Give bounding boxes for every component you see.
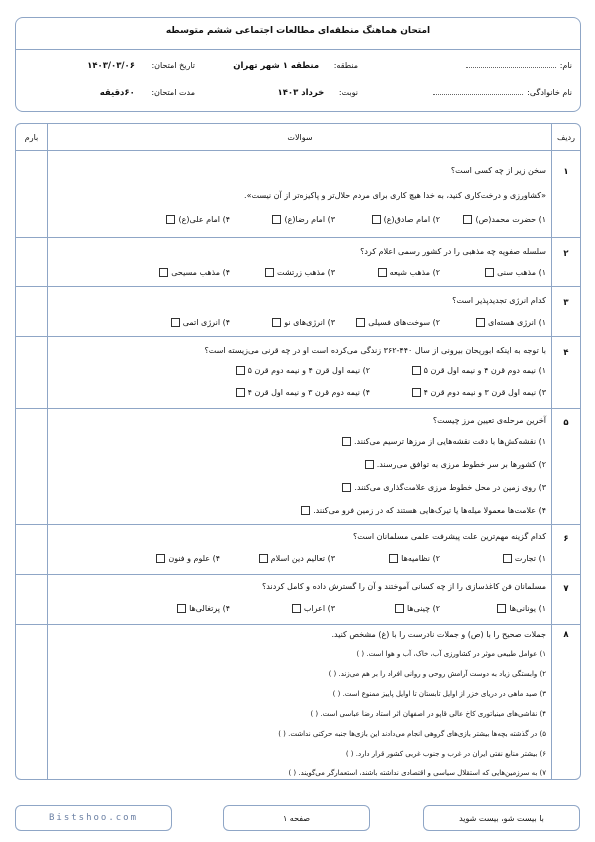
name-label: نام: [559, 61, 572, 70]
exam-title: امتحان هماهنگ منطقه‌ای مطالعات اجتماعی ششم متوسطه [165, 26, 431, 36]
option-1[interactable]: ۱) تجارت [500, 554, 546, 563]
option-4[interactable]: ۴) امام علی(ع) [163, 215, 230, 224]
checkbox[interactable] [171, 318, 180, 327]
question-row-1 [16, 151, 580, 237]
duration-field [100, 88, 195, 98]
duration-value: ۶۰دقیقه [99, 88, 135, 98]
date-field [87, 61, 195, 71]
question-row-6 [16, 524, 580, 574]
turn-value: خرداد ۱۴۰۳ [277, 88, 325, 98]
option-1[interactable]: ۱) یونانی‌ها [494, 604, 546, 613]
option-3[interactable]: ۳) روی زمین در محل خطوط مرزی علامت‌گذاری می‌کنند. [339, 483, 546, 492]
option-4[interactable]: ۴) مذهب مسیحی [156, 268, 230, 277]
checkbox[interactable] [365, 460, 374, 469]
question-number: ۱ [563, 167, 569, 177]
option-1[interactable]: ۱) حضرت محمد(ص) [460, 215, 546, 224]
true-false-item[interactable]: ۲) وابستگی زیاد به دوست آرامش روحی و روانی افراد را بر هم می‌زند. ( ) [328, 670, 546, 678]
option-3[interactable]: ۳) اعراب [289, 604, 335, 613]
checkbox[interactable] [497, 604, 506, 613]
true-false-item[interactable]: ۵) در گذشته بچه‌ها بیشتر بازی‌های گروهی انجام می‌دادند این بازی‌ها جنبه حرکتی نداشت. ( ) [278, 730, 546, 738]
option-3[interactable]: ۳) انرژی‌های نو [269, 318, 335, 327]
question-row-4 [16, 336, 580, 408]
question-row-3 [16, 286, 580, 336]
option-1[interactable]: ۱) نیمه دوم قرن ۴ و نیمه اول قرن ۵ [409, 366, 546, 375]
checkbox[interactable] [378, 268, 387, 277]
option-1[interactable]: ۱) نقشه‌کش‌ها با دقت نقشه‌هایی از مرزها ترسیم می‌کنند. [339, 437, 546, 446]
page-number: صفحه ۱ [223, 805, 370, 831]
questions-table [15, 123, 581, 780]
turn-label: نوبت: [338, 88, 358, 97]
question-quote: «کشاورزی و درخت‌کاری کنید، به خدا هیچ کاری برای مردم حلال‌تر و پاکیزه‌تر از آن نیست». [244, 191, 546, 200]
col-header-row: ردیف [552, 124, 580, 151]
option-3[interactable]: ۳) مذهب زرتشت [262, 268, 335, 277]
option-4[interactable]: ۴) علوم و فنون [153, 554, 220, 563]
checkbox[interactable] [342, 483, 351, 492]
exam-header [15, 17, 581, 112]
question-text: کدام گزینه مهم‌ترین علت پیشرفت علمی مسلمانان است؟ [353, 532, 546, 541]
true-false-item[interactable]: ۴) نقاشی‌های مینیاتوری کاخ عالی قاپو در اصفهان اثر استاد رضا عباسی است. ( ) [310, 710, 546, 718]
question-row-2 [16, 237, 580, 286]
checkbox[interactable] [265, 268, 274, 277]
question-number: ۸ [563, 630, 569, 640]
checkbox[interactable] [272, 215, 281, 224]
option-2[interactable]: ۲) چینی‌ها [392, 604, 440, 613]
option-2[interactable]: ۲) امام صادق(ع) [369, 215, 440, 224]
checkbox[interactable] [389, 554, 398, 563]
checkbox[interactable] [463, 215, 472, 224]
footer-slogan: با بیست شو، بیست شوید [423, 805, 580, 831]
option-3[interactable]: ۳) امام رضا(ع) [269, 215, 335, 224]
checkbox[interactable] [395, 604, 404, 613]
name-field [466, 61, 572, 70]
checkbox[interactable] [159, 268, 168, 277]
question-number: ۷ [563, 584, 569, 594]
question-text: مسلمانان فن کاغذسازی را از چه کسانی آموختند و آن را گسترش داده و کامل کردند؟ [262, 582, 546, 591]
true-false-item[interactable]: ۶) بیشتر منابع نفتی ایران در غرب و جنوب غربی کشور قرار دارد. ( ) [345, 750, 546, 758]
duration-label: مدت امتحان: [151, 88, 195, 97]
question-text: سخن زیر از چه کسی است؟ [450, 166, 546, 175]
checkbox[interactable] [356, 318, 365, 327]
checkbox[interactable] [156, 554, 165, 563]
option-2[interactable]: ۲) مذهب شیعه [375, 268, 440, 277]
question-row-8 [16, 624, 580, 779]
checkbox[interactable] [236, 388, 245, 397]
checkbox[interactable] [166, 215, 175, 224]
option-1[interactable]: ۱) مذهب سنی [482, 268, 546, 277]
option-4[interactable]: ۴) پرتغالی‌ها [174, 604, 230, 613]
option-2[interactable]: ۲) سوخت‌های فسیلی [353, 318, 440, 327]
question-row-5 [16, 408, 580, 524]
question-number: ۳ [563, 298, 569, 308]
option-2[interactable]: ۲) نظامیه‌ها [386, 554, 440, 563]
checkbox[interactable] [342, 437, 351, 446]
option-4[interactable]: ۴) نیمه دوم قرن ۳ و نیمه اول قرن ۴ [233, 388, 370, 397]
header-divider [16, 49, 580, 50]
region-value: منطقه ۱ شهر تهران [233, 61, 320, 71]
question-text: جملات صحیح را با (ص) و جملات نادرست را با (غ) مشخص کنید. [331, 630, 546, 639]
region-label: منطقه: [333, 61, 358, 70]
question-number: ۵ [563, 418, 569, 428]
question-row-7 [16, 574, 580, 624]
checkbox[interactable] [177, 604, 186, 613]
true-false-item[interactable]: ۷) به سرزمین‌هایی که استقلال سیاسی و اقتصادی نداشته باشند، استعمارگر می‌گویند. ( ) [288, 769, 546, 777]
question-text: کدام انرژی تجدیدپذیر است؟ [452, 296, 546, 305]
region-field [233, 61, 358, 71]
option-1[interactable]: ۱) انرژی هسته‌ای [473, 318, 546, 327]
family-label: نام خانوادگی: [527, 88, 572, 97]
checkbox[interactable] [236, 366, 245, 375]
name-dots [466, 61, 556, 68]
date-label: تاریخ امتحان: [151, 61, 195, 70]
question-number: ۶ [563, 534, 569, 544]
checkbox[interactable] [272, 318, 281, 327]
checkbox[interactable] [292, 604, 301, 613]
family-dots [433, 88, 523, 95]
question-number: ۴ [563, 348, 569, 358]
turn-field [278, 88, 358, 98]
checkbox[interactable] [485, 268, 494, 277]
col-header-score: بارم [16, 124, 47, 151]
brand-link[interactable]: Bistshoo.com [15, 805, 172, 831]
checkbox[interactable] [476, 318, 485, 327]
option-3[interactable]: ۳) نیمه اول قرن ۳ و نیمه دوم قرن ۴ [409, 388, 546, 397]
option-2[interactable]: ۲) نیمه اول قرن ۴ و نیمه دوم قرن ۵ [233, 366, 370, 375]
true-false-item[interactable]: ۱) عوامل طبیعی موثر در کشاورزی آب، خاک، آب و هوا است. ( ) [356, 650, 546, 658]
question-number: ۲ [563, 249, 569, 259]
checkbox[interactable] [372, 215, 381, 224]
option-4[interactable]: ۴) انرژی اتمی [168, 318, 230, 327]
true-false-item[interactable]: ۳) صید ماهی در دریای خزر از اوایل تابستان تا اوایل پاییز ممنوع است. ( ) [332, 690, 546, 698]
option-4[interactable]: ۴) علامت‌ها معمولا میله‌ها یا تیرک‌هایی هستند که در زمین فرو می‌کنند. [298, 506, 546, 515]
col-header-questions: سوالات [48, 124, 552, 151]
checkbox[interactable] [301, 506, 310, 515]
option-3[interactable]: ۳) تعالیم دین اسلام [256, 554, 335, 563]
date-value: ۱۴۰۳/۰۳/۰۶ [87, 61, 135, 71]
question-text: با توجه به اینکه ابوریحان بیرونی از سال ۴۴۰-۳۶۲ زندگی می‌کرده است او در چه قرنی می‌زیسته است؟ [204, 346, 546, 355]
checkbox[interactable] [412, 388, 421, 397]
checkbox[interactable] [259, 554, 268, 563]
question-text: آخرین مرحله‌ی تعیین مرز چیست؟ [432, 416, 546, 425]
checkbox[interactable] [503, 554, 512, 563]
option-2[interactable]: ۲) کشورها بر سر خطوط مرزی به توافق می‌رسند. [362, 460, 546, 469]
checkbox[interactable] [412, 366, 421, 375]
question-text: سلسله صفویه چه مذهبی را در کشور رسمی اعلام کرد؟ [360, 247, 546, 256]
family-field [433, 88, 572, 97]
